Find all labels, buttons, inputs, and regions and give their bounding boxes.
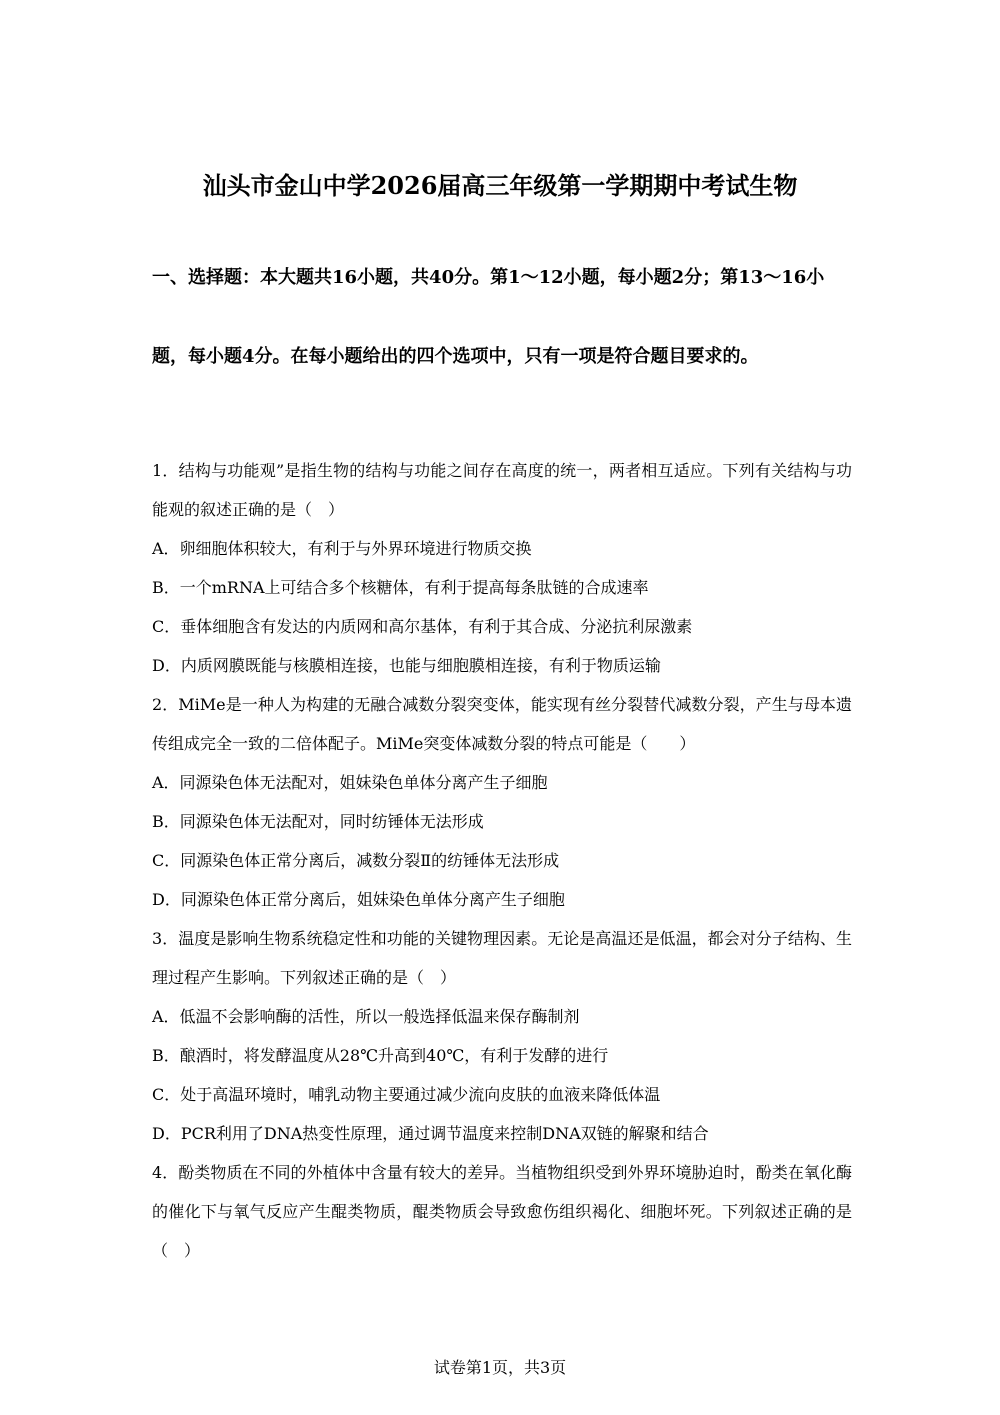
- question-1: [152, 451, 852, 685]
- question-list: [152, 451, 852, 1270]
- question-3: [152, 919, 852, 1153]
- question-stem: 3．温度是影响生物系统稳定性和功能的关键物理因素。无论是高温还是低温，都会对分子结构、生理过程产生影响。下列叙述正确的是（ ）: [152, 929, 852, 987]
- option-b: B．同源染色体无法配对，同时纺锤体无法形成: [152, 812, 484, 831]
- option-d: D．同源染色体正常分离后，姐妹染色单体分离产生子细胞: [152, 890, 565, 909]
- option-b: B．一个mRNA上可结合多个核糖体，有利于提高每条肽链的合成速率: [152, 578, 649, 597]
- page-footer: 试卷第1页，共3页: [433, 1358, 567, 1377]
- option-d: D．PCR利用了DNA热变性原理，通过调节温度来控制DNA双链的解聚和结合: [152, 1124, 709, 1143]
- option-b: B．酿酒时，将发酵温度从28℃升高到40℃，有利于发酵的进行: [152, 1046, 609, 1065]
- option-d: D．内质网膜既能与核膜相连接，也能与细胞膜相连接，有利于物质运输: [152, 656, 661, 675]
- question-stem: 2．MiMe是一种人为构建的无融合减数分裂突变体，能实现有丝分裂替代减数分裂，产生与母本遗传组成完全一致的二倍体配子。MiMe突变体减数分裂的特点可能是（ ）: [152, 695, 852, 753]
- question-stem: 1．结构与功能观”是指生物的结构与功能之间存在高度的统一，两者相互适应。下列有关结构与功能观的叙述正确的是（ ）: [152, 461, 852, 519]
- question-2: [152, 685, 852, 919]
- option-a: A．卵细胞体积较大，有利于与外界环境进行物质交换: [152, 539, 532, 558]
- option-c: C．处于高温环境时，哺乳动物主要通过减少流向皮肤的血液来降低体温: [152, 1085, 661, 1104]
- exam-title: 汕头市金山中学2026届高三年级第一学期期中考试生物: [202, 171, 798, 200]
- option-a: A．低温不会影响酶的活性，所以一般选择低温来保存酶制剂: [152, 1007, 580, 1026]
- option-c: C．垂体细胞含有发达的内质网和高尔基体，有利于其合成、分泌抗利尿激素: [152, 617, 693, 636]
- section-heading: 一、选择题：本大题共16小题，共40分。第1～12小题，每小题2分；第13～16小题，每小题4分。在每小题给出的四个选项中，只有一项是符合题目要求的。: [152, 267, 825, 367]
- option-c: C．同源染色体正常分离后，减数分裂Ⅱ的纺锤体无法形成: [152, 851, 560, 870]
- option-a: A．同源染色体无法配对，姐妹染色单体分离产生子细胞: [152, 773, 548, 792]
- question-stem: 4．酚类物质在不同的外植体中含量有较大的差异。当植物组织受到外界环境胁迫时，酚类在氧化酶的催化下与氧气反应产生醌类物质，醌类物质会导致愈伤组织褐化、细胞坏死。下列叙述正确的是（ ）: [152, 1163, 852, 1260]
- question-4: [152, 1153, 852, 1270]
